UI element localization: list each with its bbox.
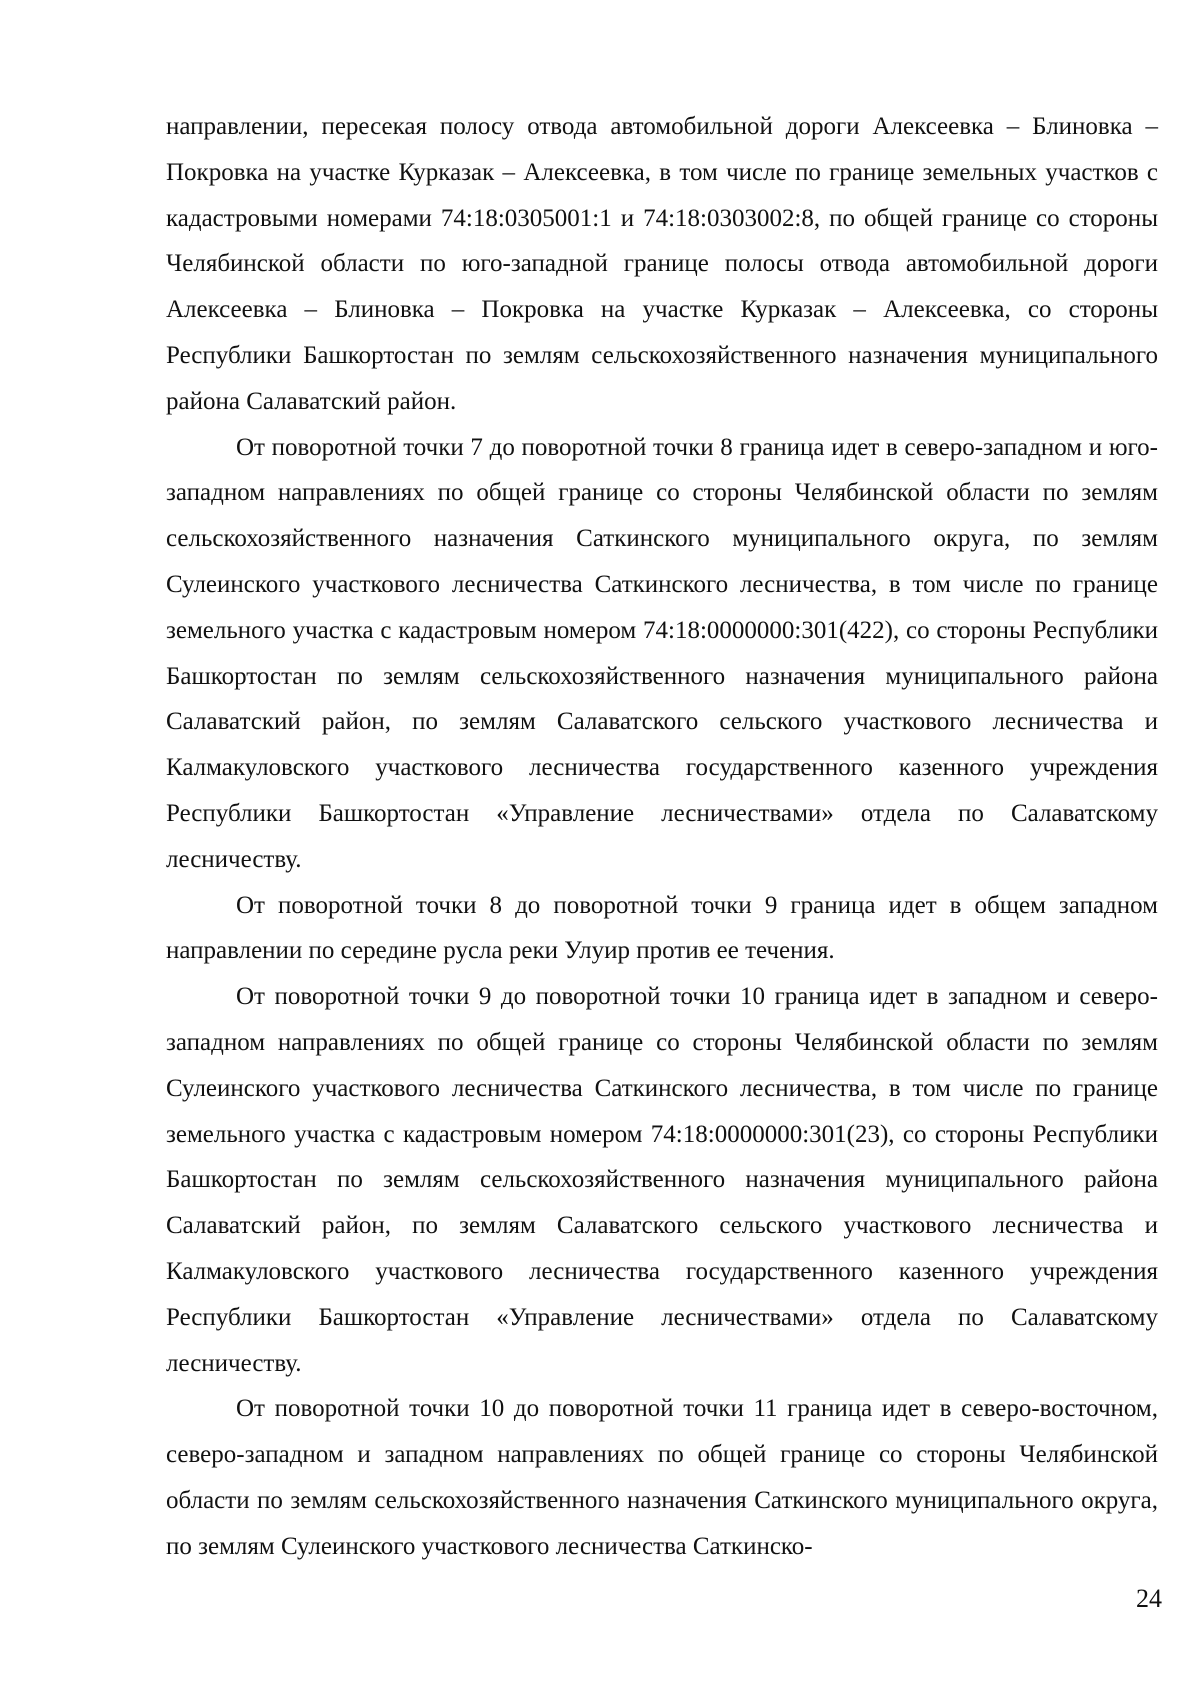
- paragraph-point-7-8: От поворотной точки 7 до поворотной точки 8 граница идет в северо-западном и юго-западном направлениях по общей границе со стороны Челябинской области по землям сельскохозяйственного назначения Саткинского муниципального округа, по землям Сулеинского участкового лесничества Саткинского лесничества, в том числе по границе земельного участка с кадастровым номером 74:18:0000000:301(422), со стороны Республики Башкортостан по землям сельскохозяйственного назначения муниципального района Салаватский район, по землям Салаватского сельского участкового лесничества и Калмакуловского участкового лесничества государственного казенного учреждения Республики Башкортостан «Управление лесничествами» отдела по Салаватскому лесничеству.: [166, 433, 1158, 873]
- paragraph-point-8-9: От поворотной точки 8 до поворотной точки 9 граница идет в общем западном направлении по середине русла реки Улуир против ее течения.: [166, 891, 1158, 965]
- paragraph-continuation: направлении, пересекая полосу отвода автомобильной дороги Алексеевка – Блиновка – Покровка на участке Курказак – Алексеевка, в том числе по границе земельных участков с кадастровыми номерами 74:18:0305001:1 и 74:18:0303002:8, по общей границе со стороны Челябинской области по юго-западной границе полосы отвода автомобильной дороги Алексеевка – Блиновка – Покровка на участке Курказак – Алексеевка, со стороны Республики Башкортостан по землям сельскохозяйственного назначения муниципального района Салаватский район.: [166, 113, 1158, 415]
- paragraph-point-10-11: От поворотной точки 10 до поворотной точки 11 граница идет в северо-восточном, северо-западном и западном направлениях по общей границе со стороны Челябинской области по землям сельскохозяйственного назначения Саткинского муниципального округа, по землям Сулеинского участкового лесничества Саткинско-: [166, 1395, 1158, 1560]
- document-body: [166, 104, 1158, 1570]
- paragraph-point-9-10: От поворотной точки 9 до поворотной точки 10 граница идет в западном и северо-западном направлениях по общей границе со стороны Челябинской области по землям Сулеинского участкового лесничества Саткинского лесничества, в том числе по границе земельного участка с кадастровым номером 74:18:0000000:301(23), со стороны Республики Башкортостан по землям сельскохозяйственного назначения муниципального района Салаватский район, по землям Салаватского сельского участкового лесничества и Калмакуловского участкового лесничества государственного казенного учреждения Республики Башкортостан «Управление лесничествами» отдела по Салаватскому лесничеству.: [166, 983, 1158, 1377]
- page-number: 24: [1136, 1584, 1162, 1613]
